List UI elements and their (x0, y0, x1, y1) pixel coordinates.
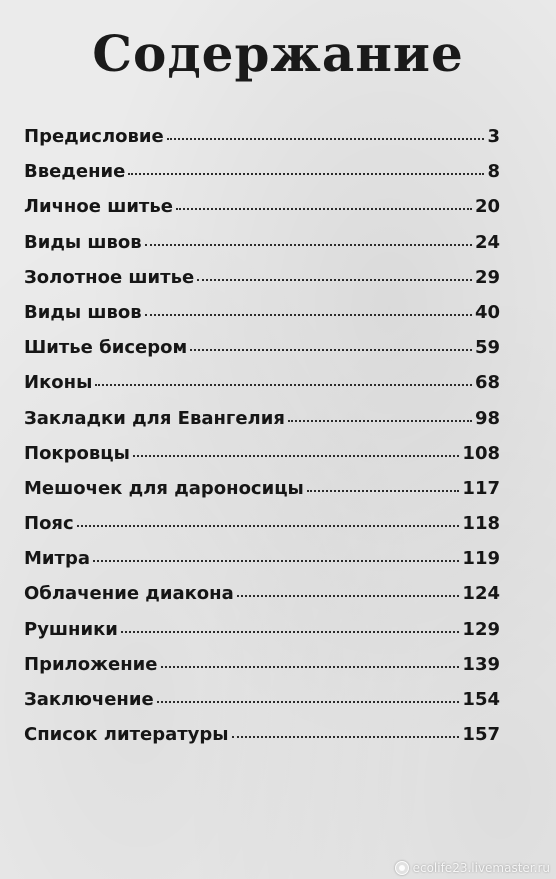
toc-entry-title: Иконы (24, 372, 93, 394)
dot-leader (232, 734, 460, 738)
toc-entry (24, 260, 500, 295)
toc-entry-page: 68 (474, 372, 500, 394)
toc-entry-page: 59 (474, 337, 500, 359)
dot-leader (157, 699, 460, 703)
dot-leader (307, 488, 460, 492)
toc-entry (24, 682, 500, 717)
toc-entry-title: Мешочек для дароносицы (24, 477, 304, 499)
toc-entry-title: Закладки для Евангелия (24, 407, 285, 429)
livemaster-logo-icon (395, 861, 409, 875)
toc-entry-page: 139 (462, 653, 500, 675)
toc-entry-title: Рушники (24, 618, 118, 640)
watermark-text: ecolife23.livemaster.ru (412, 861, 550, 875)
dot-leader (145, 312, 472, 316)
toc-entry-title: Приложение (24, 653, 158, 675)
dot-leader (121, 629, 460, 633)
toc-entry (24, 154, 500, 189)
dot-leader (128, 171, 484, 175)
dot-leader (145, 242, 472, 246)
toc-entry (24, 295, 500, 330)
page-title: Содержание (92, 24, 464, 83)
toc-entry-title: Шитье бисером (24, 337, 188, 359)
toc-entry (24, 717, 500, 752)
dot-leader (190, 347, 472, 351)
toc-entry (24, 189, 500, 224)
toc-entry (24, 330, 500, 365)
toc-entry (24, 576, 500, 611)
toc-entry-page: 129 (462, 618, 500, 640)
dot-leader (176, 206, 472, 210)
toc-entry-page: 40 (474, 301, 500, 323)
toc-entry (24, 401, 500, 436)
toc-entry-title: Виды швов (24, 301, 142, 323)
toc-entry (24, 541, 500, 576)
toc-entry-title: Введение (24, 161, 126, 183)
toc-entry (24, 506, 500, 541)
toc-entry-title: Личное шитье (24, 196, 173, 218)
toc-entry-page: 118 (462, 513, 500, 535)
toc-entry-page: 154 (462, 689, 500, 710)
toc-entry (24, 612, 500, 647)
toc-entry-title: Список литературы (24, 724, 229, 746)
dot-leader (161, 664, 460, 668)
toc-entry-title: Виды швов (24, 231, 142, 253)
toc-entry-page: 157 (462, 724, 500, 746)
dot-leader (237, 593, 460, 597)
toc-entry (24, 436, 500, 471)
toc-entry-page: 3 (487, 126, 500, 147)
toc-entry-title: Пояс (24, 513, 74, 535)
toc-entry-page: 8 (487, 161, 500, 183)
toc-entry-title: Предисловие (24, 126, 164, 147)
dot-leader (133, 453, 460, 457)
toc-entry-page: 98 (474, 407, 500, 429)
toc-entry-page: 108 (462, 442, 500, 464)
dot-leader (167, 136, 485, 140)
site-watermark (395, 861, 550, 875)
dot-leader (93, 558, 459, 562)
toc-entry-page: 24 (474, 231, 500, 253)
toc-entry (24, 471, 500, 506)
dot-leader (288, 418, 472, 422)
toc-entry-title: Покровцы (24, 442, 130, 464)
toc-entry-page: 29 (474, 266, 500, 288)
table-of-contents (24, 119, 500, 752)
toc-entry-title: Заключение (24, 689, 154, 710)
dot-leader (197, 277, 472, 281)
toc-entry-page: 119 (462, 548, 500, 570)
toc-entry-page: 20 (474, 196, 500, 218)
toc-entry-title: Облачение диакона (24, 583, 234, 605)
dot-leader (95, 382, 472, 386)
toc-entry (24, 365, 500, 400)
dot-leader (77, 523, 460, 527)
toc-entry (24, 225, 500, 260)
toc-entry-title: Митра (24, 548, 90, 570)
toc-entry (24, 119, 500, 154)
toc-entry-page: 117 (462, 477, 500, 499)
toc-entry-page: 124 (462, 583, 500, 605)
toc-entry (24, 647, 500, 682)
toc-entry-title: Золотное шитье (24, 266, 195, 288)
